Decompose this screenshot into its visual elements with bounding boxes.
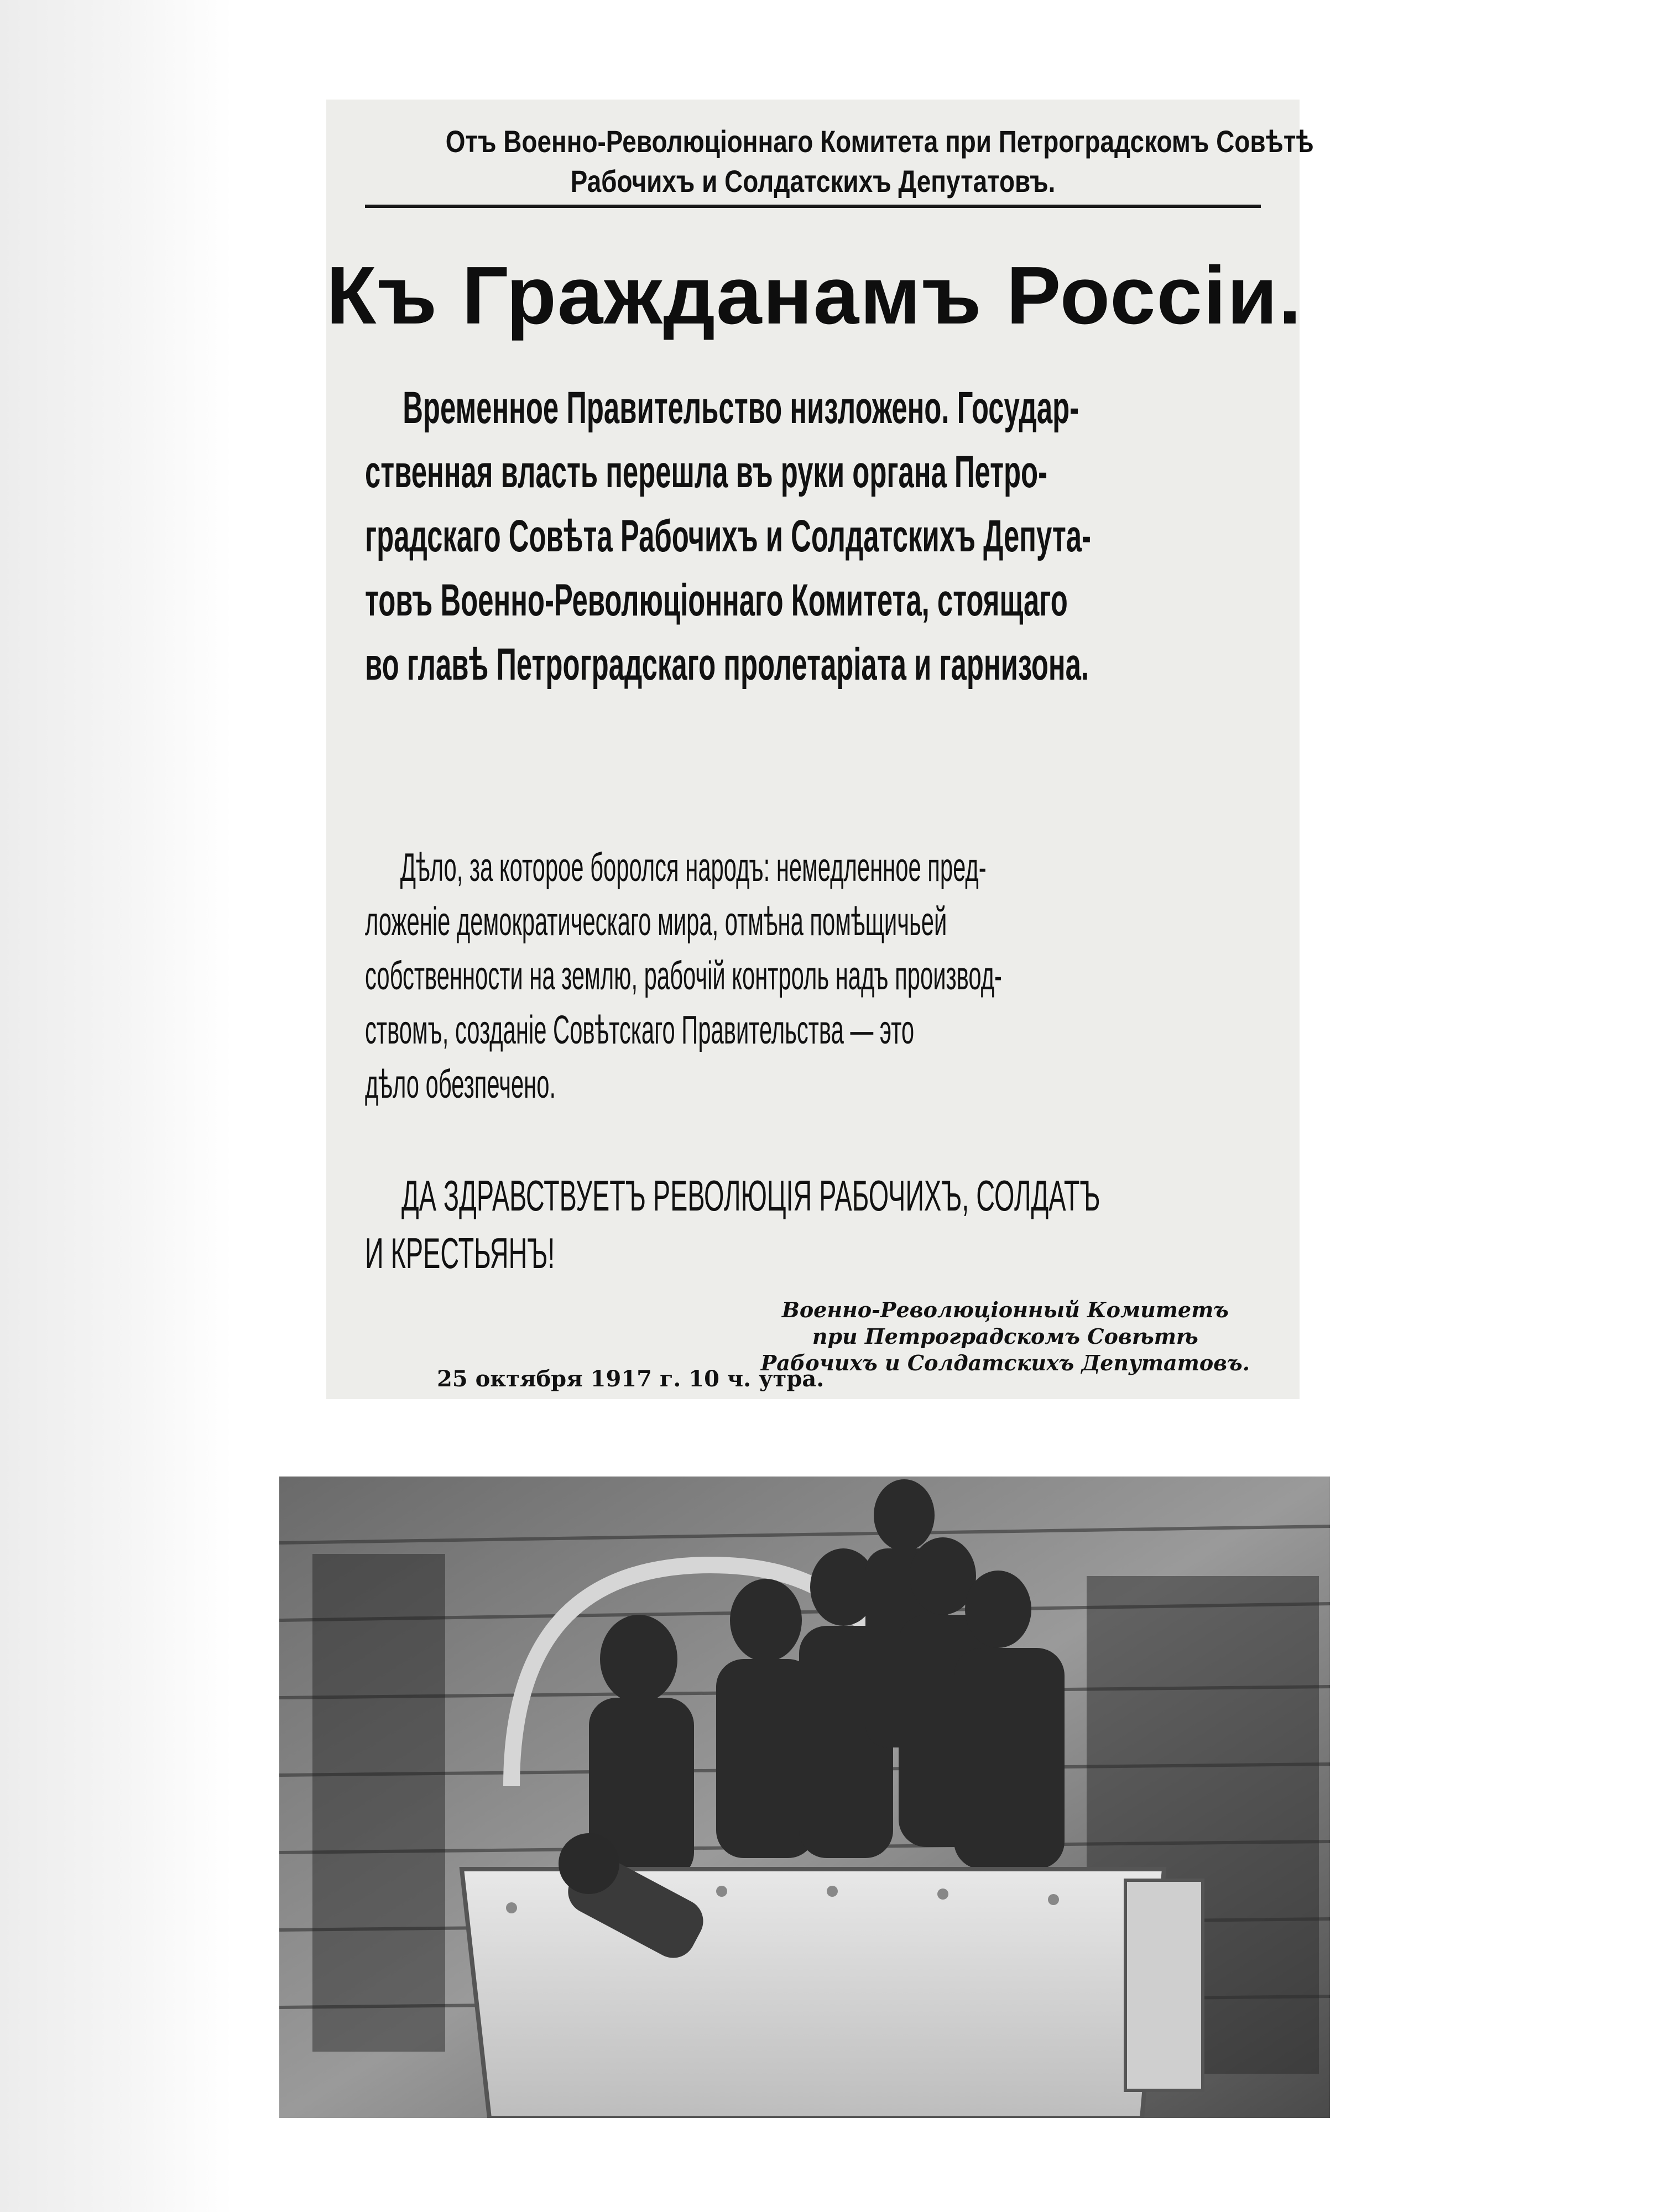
header-line-1: Отъ Военно-Революціоннаго Комитета при Петроградскомъ Совѣтѣ — [445, 124, 1314, 159]
paragraph-1-line: во главѣ Петроградскаго пролетаріата и гарнизона. — [365, 639, 1089, 690]
signature-line: Рабочихъ и Солдатскихъ Депутатовъ. — [760, 1350, 1250, 1375]
paragraph-3-line: ДА ЗДРАВСТВУЕТЪ РЕВОЛЮЦІЯ РАБОЧИХЪ, СОЛДАТЪ — [401, 1171, 1100, 1220]
paragraph-2-line: ложеніе демократическаго мира, отмѣна помѣщичьей — [365, 900, 947, 944]
leaflet-title: Къ Гражданамъ Россіи. — [326, 250, 1303, 341]
page-edge-shadow — [0, 0, 232, 2212]
leaflet-header — [365, 122, 1314, 201]
signature-line: при Петроградскомъ Совѣтѣ — [812, 1324, 1198, 1349]
paragraph-2-line: дѣло обезпечено. — [365, 1062, 556, 1107]
paragraph-2-line: Дѣло, за которое боролся народъ: немедленное пред- — [400, 846, 987, 890]
header-rule — [365, 205, 1261, 208]
soldiers-armored-car-photo — [279, 1477, 1330, 2118]
signature-block — [761, 1297, 1250, 1376]
paragraph-3 — [365, 1167, 1261, 1282]
paragraph-1-line: товъ Военно-Революціоннаго Комитета, стоящаго — [365, 575, 1068, 625]
paragraph-1-line: градскаго Совѣта Рабочихъ и Солдатскихъ Депута- — [365, 511, 1091, 561]
signature-line: Военно-Революціонный Комитетъ — [781, 1297, 1229, 1322]
photo-illustration — [279, 1477, 1330, 2118]
paragraph-1-line: ственная власть перешла въ руки органа Петро- — [365, 447, 1048, 497]
leaflet-date: 25 октября 1917 г. 10 ч. утра. — [437, 1366, 825, 1392]
proclamation-leaflet — [326, 100, 1314, 1399]
paragraph-2-line: собственности на землю, рабочій контроль надъ производ- — [365, 954, 1002, 998]
paragraph-1-line: Временное Правительство низложено. Государ- — [403, 383, 1079, 433]
paragraph-1 — [365, 376, 1261, 697]
paragraph-3-line: И КРЕСТЬЯНЪ! — [365, 1229, 555, 1277]
paragraph-2 — [365, 841, 1261, 1112]
header-line-2: Рабочихъ и Солдатскихъ Депутатовъ. — [570, 164, 1056, 199]
paragraph-2-line: ствомъ, созданіе Совѣтскаго Правительства — это — [365, 1008, 915, 1052]
